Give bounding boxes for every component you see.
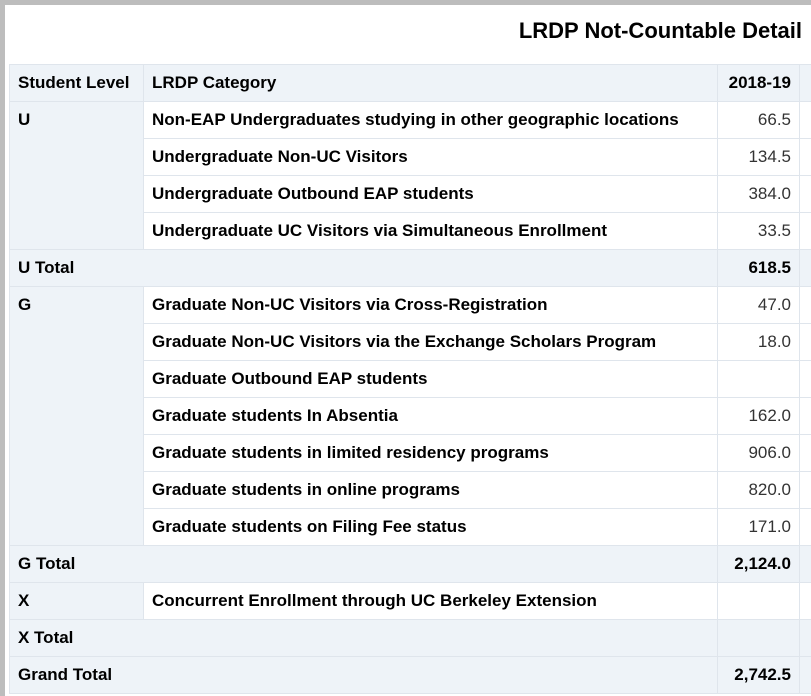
overflow-cell	[800, 583, 811, 620]
table-body	[10, 65, 811, 694]
category-cell: Graduate students In Absentia	[144, 398, 718, 435]
category-cell: Graduate Non-UC Visitors via Cross-Registration	[144, 287, 718, 324]
lrdp-table	[9, 64, 811, 694]
student-level-cell: U	[10, 102, 144, 250]
value-cell: 66.5	[718, 102, 800, 139]
overflow-cell	[800, 139, 811, 176]
subtotal-value: 2,124.0	[718, 546, 800, 583]
overflow-cell	[800, 176, 811, 213]
category-cell: Undergraduate UC Visitors via Simultaneous Enrollment	[144, 213, 718, 250]
value-cell: 162.0	[718, 398, 800, 435]
subtotal-label: G Total	[10, 546, 718, 583]
overflow-cell	[800, 620, 811, 657]
subtotal-label: X Total	[10, 620, 718, 657]
header-year[interactable]: 2018-19	[718, 65, 800, 102]
value-cell	[718, 361, 800, 398]
value-cell: 18.0	[718, 324, 800, 361]
subtotal-value	[718, 620, 800, 657]
value-cell: 47.0	[718, 287, 800, 324]
header-lrdp-category[interactable]: LRDP Category	[144, 65, 718, 102]
subtotal-row	[10, 620, 811, 657]
grand-total-row	[10, 657, 811, 694]
report-title: LRDP Not-Countable Detail	[518, 18, 802, 43]
overflow-cell	[800, 250, 811, 287]
overflow-cell	[800, 472, 811, 509]
overflow-cell	[800, 657, 811, 694]
category-cell: Graduate students in online programs	[144, 472, 718, 509]
overflow-cell	[800, 324, 811, 361]
grand-total-value: 2,742.5	[718, 657, 800, 694]
header-row	[10, 65, 811, 102]
value-cell: 171.0	[718, 509, 800, 546]
overflow-cell	[800, 509, 811, 546]
table-row	[10, 583, 811, 620]
table-row	[10, 287, 811, 324]
header-overflow	[800, 65, 811, 102]
header-student-level[interactable]: Student Level	[10, 65, 144, 102]
category-cell: Undergraduate Outbound EAP students	[144, 176, 718, 213]
category-cell: Concurrent Enrollment through UC Berkeley Extension	[144, 583, 718, 620]
subtotal-label: U Total	[10, 250, 718, 287]
category-cell: Graduate students in limited residency programs	[144, 435, 718, 472]
category-cell: Undergraduate Non-UC Visitors	[144, 139, 718, 176]
overflow-cell	[800, 398, 811, 435]
table-row	[10, 102, 811, 139]
grand-total-label: Grand Total	[10, 657, 718, 694]
category-cell: Graduate Outbound EAP students	[144, 361, 718, 398]
value-cell: 134.5	[718, 139, 800, 176]
student-level-cell: G	[10, 287, 144, 546]
subtotal-value: 618.5	[718, 250, 800, 287]
student-level-cell: X	[10, 583, 144, 620]
overflow-cell	[800, 287, 811, 324]
value-cell: 906.0	[718, 435, 800, 472]
subtotal-row	[10, 546, 811, 583]
value-cell: 33.5	[718, 213, 800, 250]
category-cell: Non-EAP Undergraduates studying in other geographic locations	[144, 102, 718, 139]
overflow-cell	[800, 213, 811, 250]
value-cell: 384.0	[718, 176, 800, 213]
overflow-cell	[800, 102, 811, 139]
value-cell: 820.0	[718, 472, 800, 509]
overflow-cell	[800, 361, 811, 398]
value-cell	[718, 583, 800, 620]
overflow-cell	[800, 546, 811, 583]
category-cell: Graduate Non-UC Visitors via the Exchange Scholars Program	[144, 324, 718, 361]
overflow-cell	[800, 435, 811, 472]
subtotal-row	[10, 250, 811, 287]
category-cell: Graduate students on Filing Fee status	[144, 509, 718, 546]
